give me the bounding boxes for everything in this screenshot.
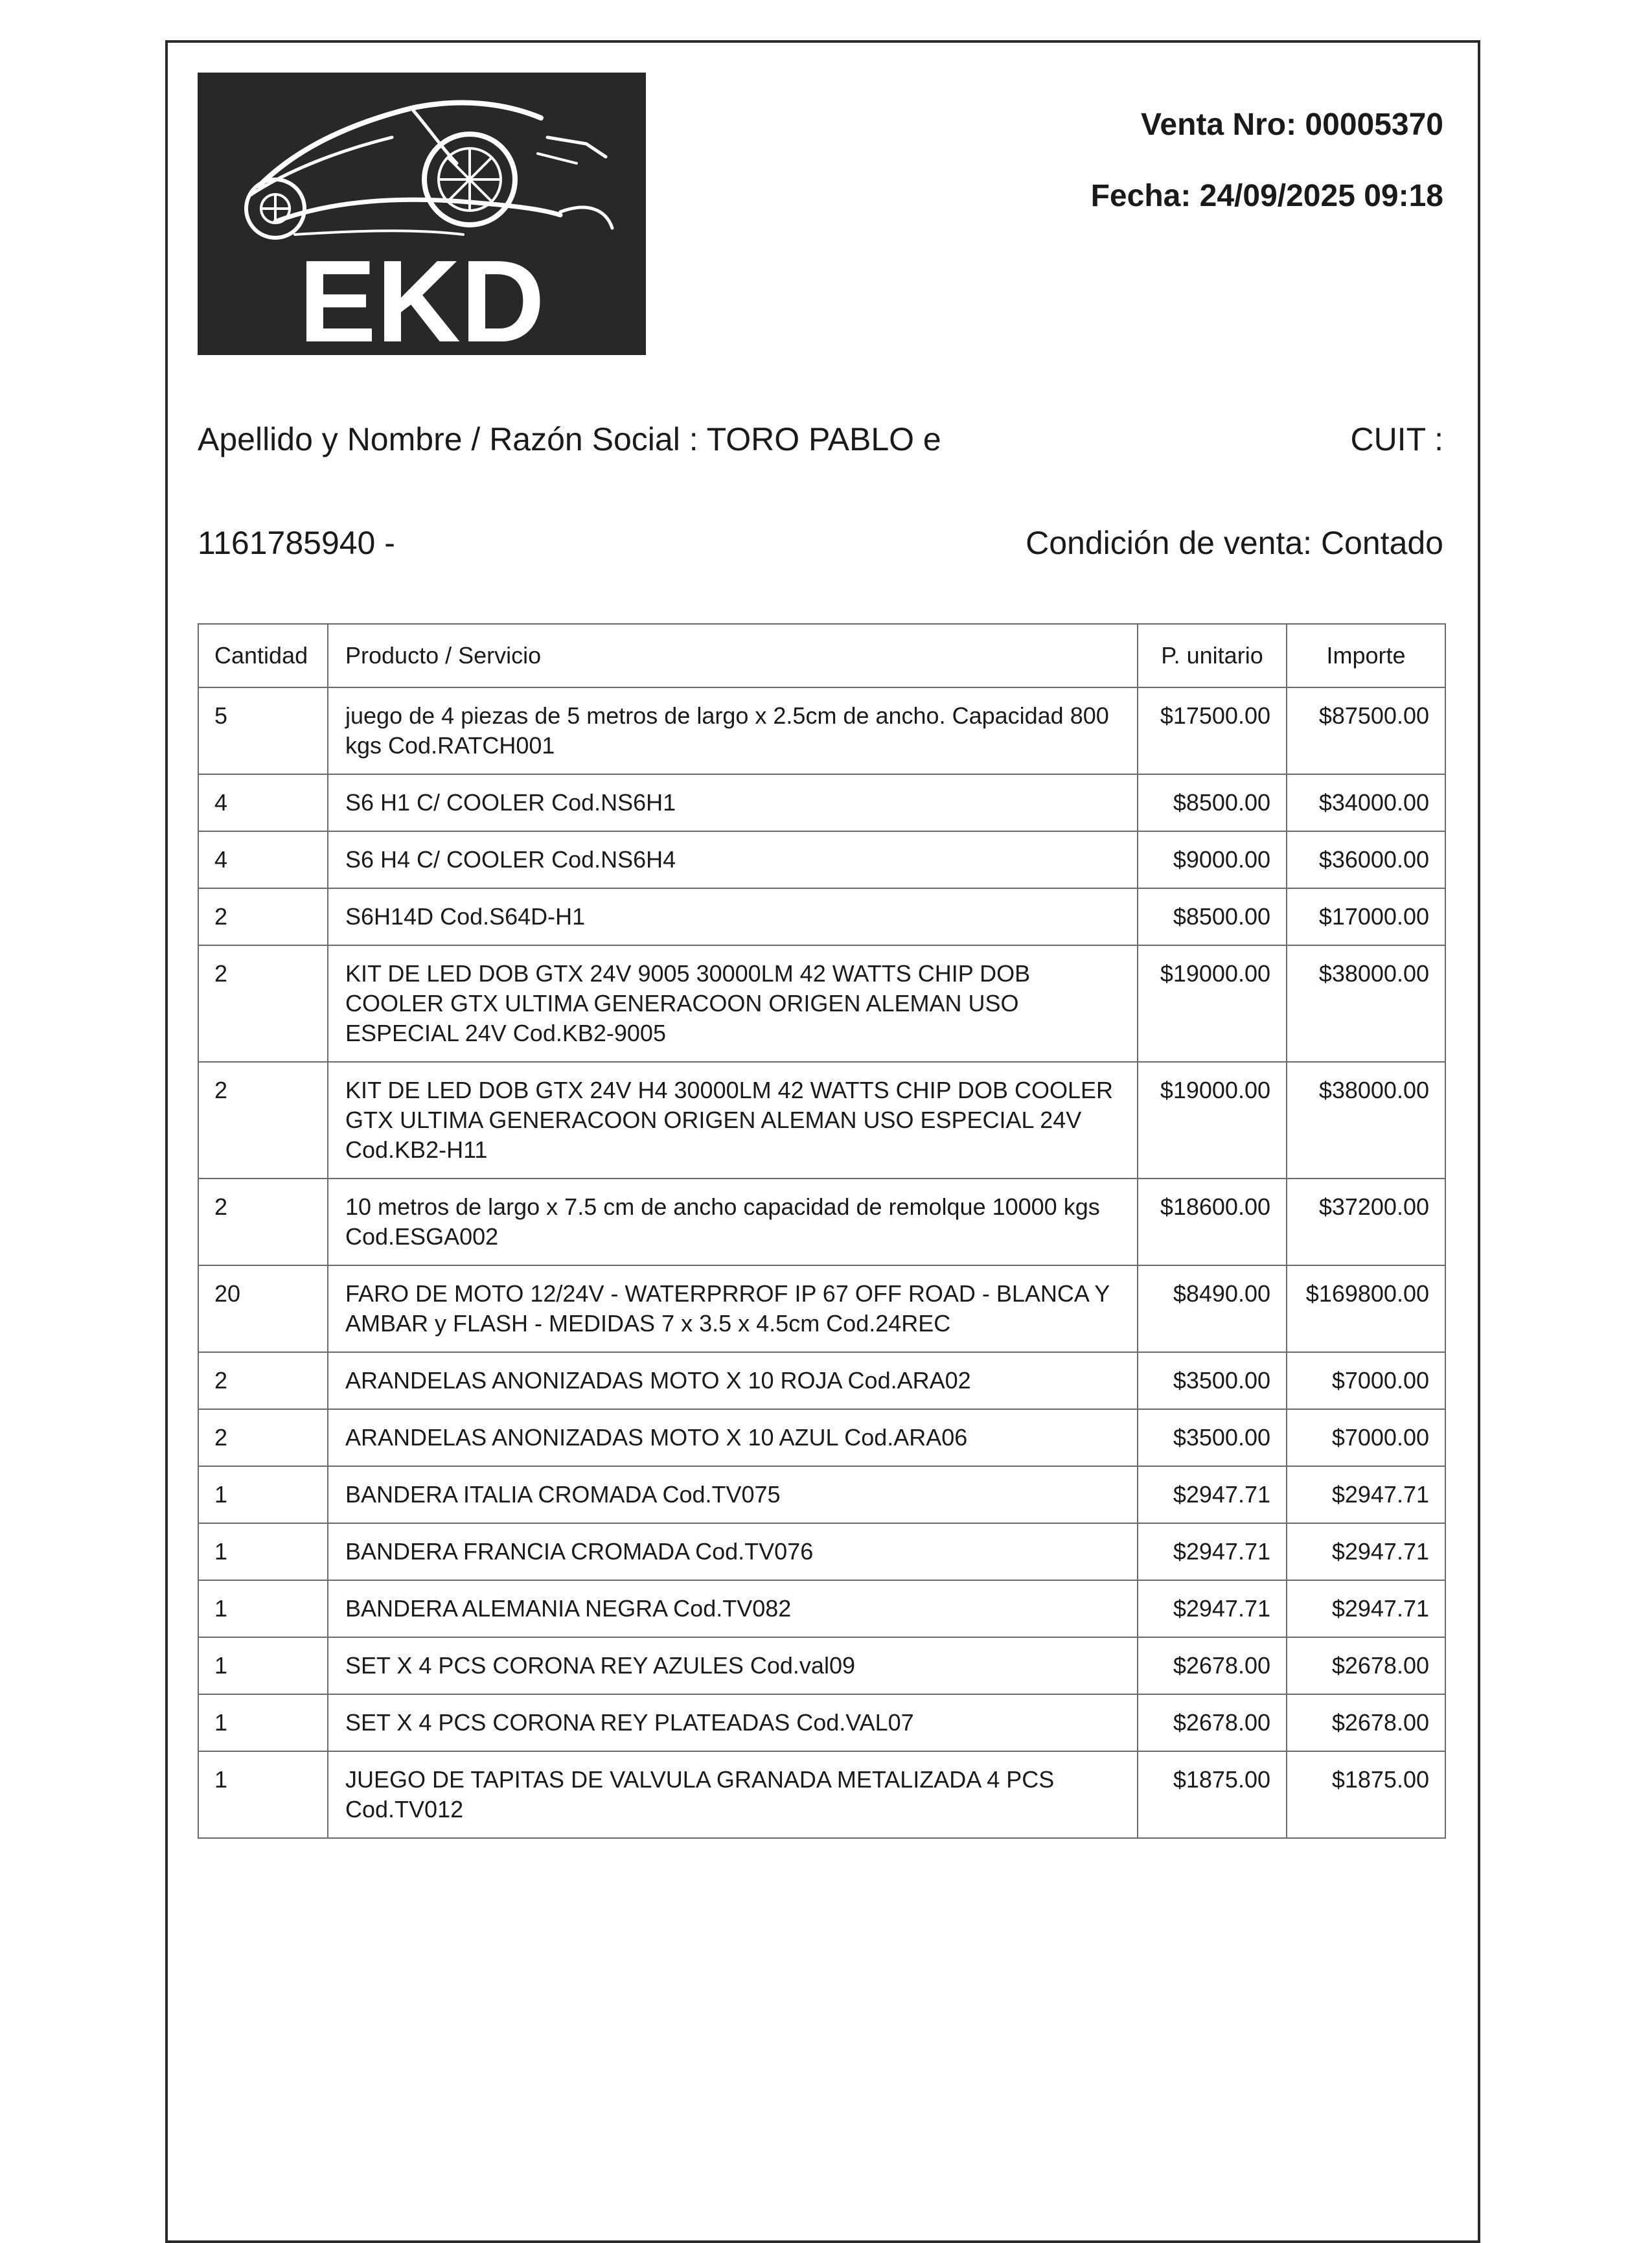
cell-product: ARANDELAS ANONIZADAS MOTO X 10 AZUL Cod.ARA06	[328, 1409, 1138, 1466]
cell-unit-price: $19000.00	[1138, 945, 1287, 1062]
cell-quantity: 2	[198, 1062, 328, 1179]
table-row	[198, 1179, 1445, 1265]
cell-product: JUEGO DE TAPITAS DE VALVULA GRANADA METALIZADA 4 PCS Cod.TV012	[328, 1751, 1138, 1838]
items-table	[198, 623, 1446, 1839]
cell-unit-price: $8490.00	[1138, 1265, 1287, 1352]
cell-unit-price: $18600.00	[1138, 1179, 1287, 1265]
sale-number: Venta Nro: 00005370	[1141, 108, 1443, 142]
cell-unit-price: $3500.00	[1138, 1352, 1287, 1409]
cell-unit-price: $1875.00	[1138, 1751, 1287, 1838]
cell-unit-price: $3500.00	[1138, 1409, 1287, 1466]
sale-date: Fecha: 24/09/2025 09:18	[1090, 179, 1443, 213]
cell-product: juego de 4 piezas de 5 metros de largo x 2.5cm de ancho. Capacidad 800 kgs Cod.RATCH001	[328, 687, 1138, 774]
cell-product: BANDERA FRANCIA CROMADA Cod.TV076	[328, 1523, 1138, 1580]
cell-amount: $2947.71	[1287, 1523, 1445, 1580]
cell-product: FARO DE MOTO 12/24V - WATERPRROF IP 67 OFF ROAD - BLANCA Y AMBAR y FLASH - MEDIDAS 7 x 3.5 x 4.5cm Cod.24REC	[328, 1265, 1138, 1352]
cell-amount: $87500.00	[1287, 687, 1445, 774]
cell-product: KIT DE LED DOB GTX 24V H4 30000LM 42 WATTS CHIP DOB COOLER GTX ULTIMA GENERACOON ORIGEN ALEMAN USO ESPECIAL 24V Cod.KB2-H11	[328, 1062, 1138, 1179]
cell-amount: $2947.71	[1287, 1580, 1445, 1637]
table-row	[198, 1751, 1445, 1838]
cell-amount: $2678.00	[1287, 1694, 1445, 1751]
table-row	[198, 774, 1445, 831]
cell-product: ARANDELAS ANONIZADAS MOTO X 10 ROJA Cod.ARA02	[328, 1352, 1138, 1409]
cell-product: 10 metros de largo x 7.5 cm de ancho capacidad de remolque 10000 kgs Cod.ESGA002	[328, 1179, 1138, 1265]
cell-amount: $7000.00	[1287, 1409, 1445, 1466]
cell-amount: $38000.00	[1287, 945, 1445, 1062]
cell-amount: $2947.71	[1287, 1466, 1445, 1523]
cell-amount: $36000.00	[1287, 831, 1445, 888]
cell-unit-price: $8500.00	[1138, 774, 1287, 831]
cell-quantity: 1	[198, 1580, 328, 1637]
table-row	[198, 1409, 1445, 1466]
table-row	[198, 687, 1445, 774]
cell-product: BANDERA ALEMANIA NEGRA Cod.TV082	[328, 1580, 1138, 1637]
cell-product: BANDERA ITALIA CROMADA Cod.TV075	[328, 1466, 1138, 1523]
cuit-label: CUIT :	[1350, 421, 1443, 457]
cell-quantity: 1	[198, 1694, 328, 1751]
table-row	[198, 1352, 1445, 1409]
column-header-amount: Importe	[1287, 624, 1445, 687]
table-row	[198, 1580, 1445, 1637]
items-body	[198, 687, 1445, 1838]
column-header-quantity: Cantidad	[198, 624, 328, 687]
table-row	[198, 1265, 1445, 1352]
cell-amount: $169800.00	[1287, 1265, 1445, 1352]
cell-quantity: 2	[198, 888, 328, 945]
table-row	[198, 1466, 1445, 1523]
cell-amount: $17000.00	[1287, 888, 1445, 945]
table-row	[198, 1637, 1445, 1694]
cell-quantity: 4	[198, 774, 328, 831]
cell-unit-price: $17500.00	[1138, 687, 1287, 774]
cell-quantity: 5	[198, 687, 328, 774]
sale-condition: Condición de venta: Contado	[1026, 525, 1443, 561]
cell-amount: $2678.00	[1287, 1637, 1445, 1694]
cell-quantity: 1	[198, 1523, 328, 1580]
table-header-row	[198, 624, 1445, 687]
cell-product: SET X 4 PCS CORONA REY PLATEADAS Cod.VAL07	[328, 1694, 1138, 1751]
table-row	[198, 1694, 1445, 1751]
cell-unit-price: $2947.71	[1138, 1580, 1287, 1637]
brand-logo	[198, 73, 646, 355]
table-row	[198, 1062, 1445, 1179]
cell-product: S6H14D Cod.S64D-H1	[328, 888, 1138, 945]
table-row	[198, 831, 1445, 888]
cell-amount: $1875.00	[1287, 1751, 1445, 1838]
cell-product: S6 H4 C/ COOLER Cod.NS6H4	[328, 831, 1138, 888]
cell-quantity: 2	[198, 1179, 328, 1265]
table-row	[198, 1523, 1445, 1580]
invoice-header	[1091, 104, 1443, 218]
cell-quantity: 2	[198, 1409, 328, 1466]
table-row	[198, 945, 1445, 1062]
column-header-product: Producto / Servicio	[328, 624, 1138, 687]
column-header-unit-price: P. unitario	[1138, 624, 1287, 687]
cell-product: S6 H1 C/ COOLER Cod.NS6H1	[328, 774, 1138, 831]
cell-amount: $37200.00	[1287, 1179, 1445, 1265]
cell-quantity: 4	[198, 831, 328, 888]
cell-quantity: 2	[198, 1352, 328, 1409]
cell-unit-price: $2678.00	[1138, 1694, 1287, 1751]
cell-quantity: 2	[198, 945, 328, 1062]
cell-quantity: 1	[198, 1637, 328, 1694]
cell-unit-price: $2678.00	[1138, 1637, 1287, 1694]
cell-quantity: 20	[198, 1265, 328, 1352]
client-name: Apellido y Nombre / Razón Social : TORO PABLO e	[198, 421, 941, 457]
cell-unit-price: $8500.00	[1138, 888, 1287, 945]
cell-amount: $7000.00	[1287, 1352, 1445, 1409]
cell-unit-price: $2947.71	[1138, 1523, 1287, 1580]
cell-quantity: 1	[198, 1466, 328, 1523]
logo-text: EKD	[298, 236, 545, 355]
cell-amount: $38000.00	[1287, 1062, 1445, 1179]
cell-product: KIT DE LED DOB GTX 24V 9005 30000LM 42 WATTS CHIP DOB COOLER GTX ULTIMA GENERACOON ORIGEN ALEMAN USO ESPECIAL 24V Cod.KB2-9005	[328, 945, 1138, 1062]
cell-unit-price: $2947.71	[1138, 1466, 1287, 1523]
table-row	[198, 888, 1445, 945]
cell-quantity: 1	[198, 1751, 328, 1838]
cell-product: SET X 4 PCS CORONA REY AZULES Cod.val09	[328, 1637, 1138, 1694]
cell-amount: $34000.00	[1287, 774, 1445, 831]
client-phone: 1161785940 -	[198, 525, 395, 561]
cell-unit-price: $9000.00	[1138, 831, 1287, 888]
cell-unit-price: $19000.00	[1138, 1062, 1287, 1179]
